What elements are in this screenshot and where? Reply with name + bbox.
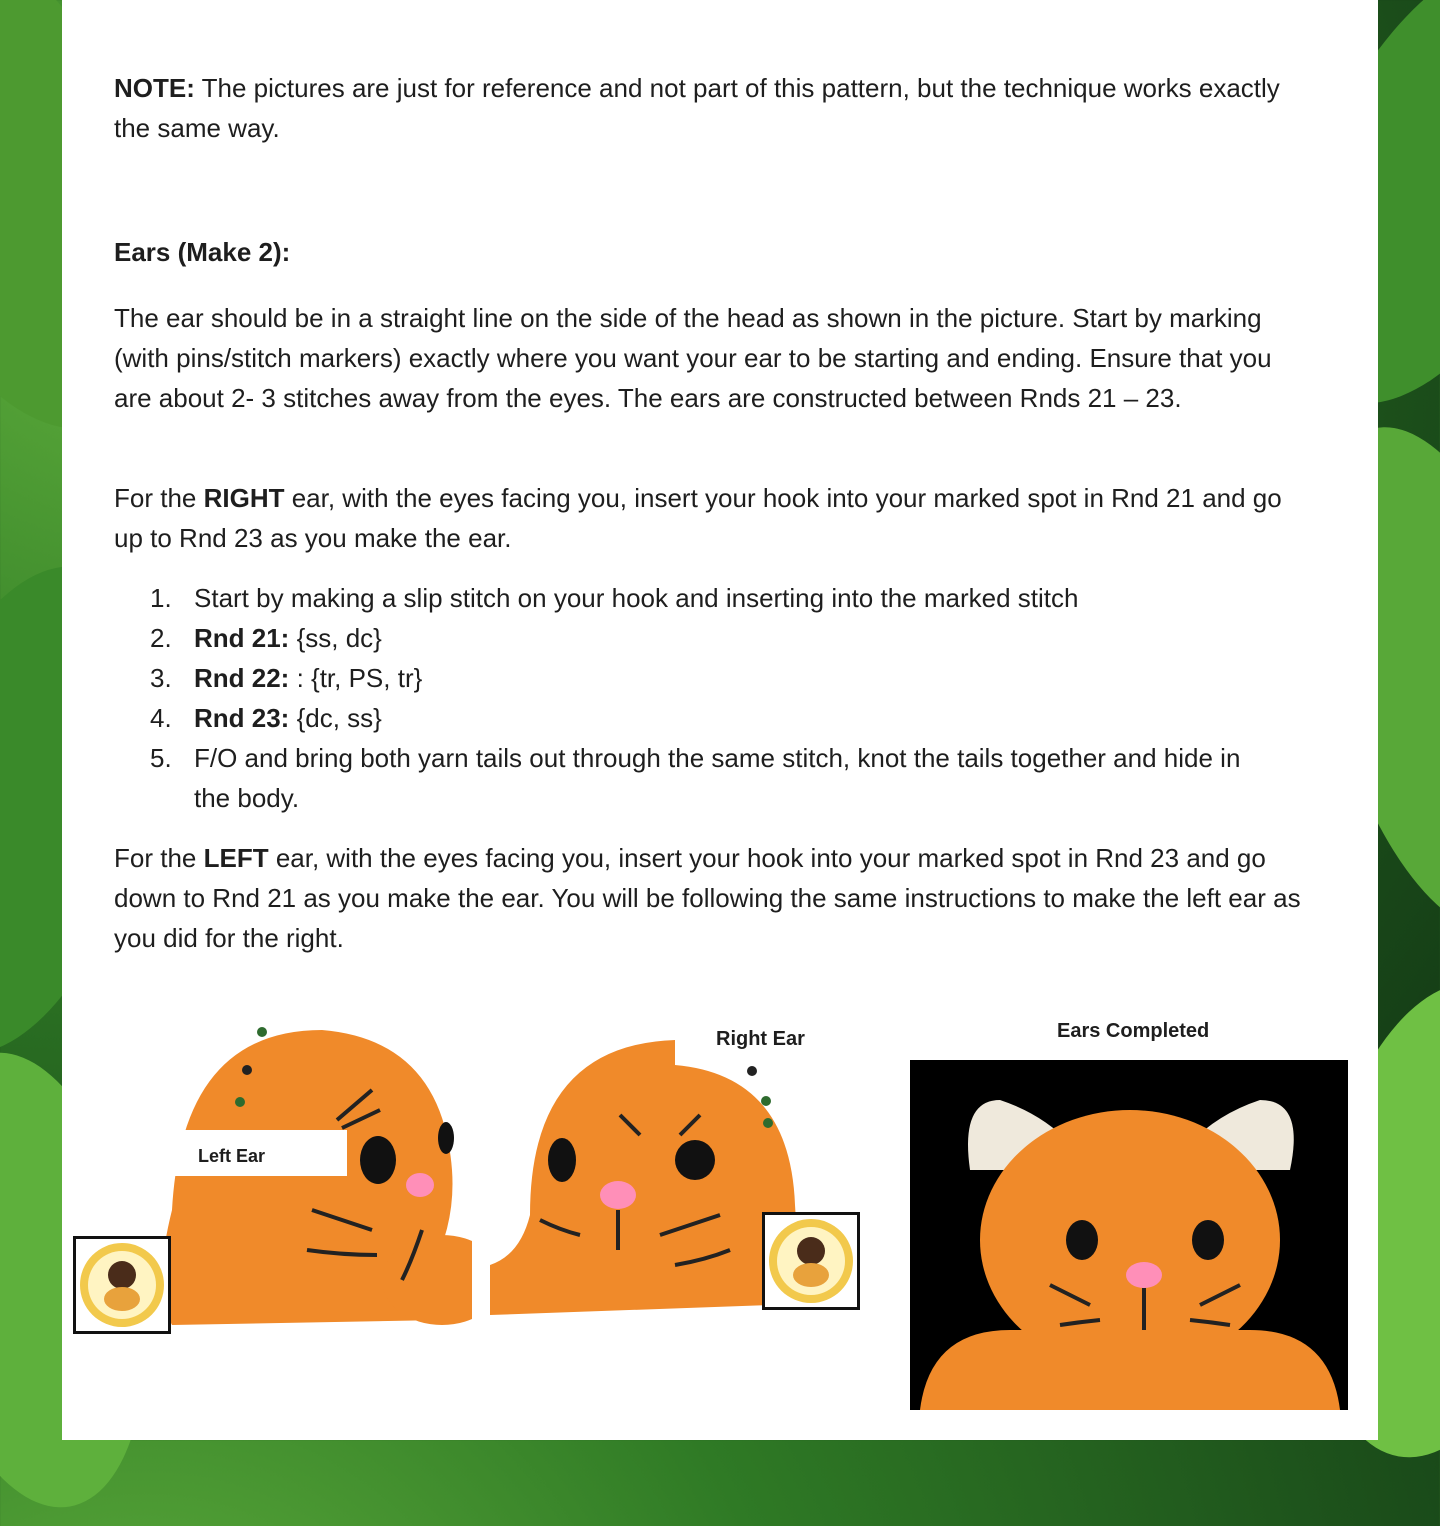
left-ear-bold: LEFT — [203, 843, 269, 873]
right-ear-paragraph — [114, 478, 1314, 558]
left-ear-text-post: ear, with the eyes facing you, insert your hook into your marked spot in Rnd 23 and go down to Rnd 21 as you make the ear. You will be following the same instructions to make the left ear as you did for the right. — [114, 843, 1301, 953]
ear-placement-paragraph: The ear should be in a straight line on the side of the head as shown in the picture. Start by marking (with pins/stitch markers) exactly where you want your ear to be starting and ending. Ensure that you are about 2- 3 stitches away from the eyes. The ears are constructed between Rnds 21 – 23. — [114, 303, 1272, 413]
step-bold: Rnd 21: — [194, 623, 290, 653]
step-text: Start by making a slip stitch on your hook and inserting into the marked stitch — [194, 583, 1079, 613]
step-item — [150, 618, 1280, 658]
left-ear-caption: Left Ear — [198, 1146, 266, 1166]
step-text: : {tr, PS, tr} — [289, 663, 423, 693]
note-paragraph — [114, 68, 1314, 148]
note-label: NOTE: — [114, 73, 195, 103]
step-item — [150, 658, 1280, 698]
right-ear-caption: Right Ear — [716, 1028, 805, 1050]
step-number: 1. — [150, 583, 172, 613]
step-item — [150, 578, 1280, 618]
logo-badge — [73, 1236, 171, 1334]
section-heading: Ears (Make 2): — [114, 237, 291, 267]
right-ear-text-pre: For the — [114, 483, 204, 513]
pattern-page — [62, 0, 1378, 1440]
step-number: 2. — [150, 623, 172, 653]
step-text: {dc, ss} — [289, 703, 382, 733]
instruction-steps-list — [150, 578, 1280, 818]
step-bold: Rnd 22: — [194, 663, 290, 693]
step-text: {ss, dc} — [289, 623, 382, 653]
left-ear-paragraph — [114, 838, 1314, 958]
left-ear-text-pre: For the — [114, 843, 204, 873]
step-text: F/O and bring both yarn tails out through the same stitch, knot the tails together and hide in the body. — [194, 743, 1241, 813]
step-item — [150, 698, 1280, 738]
step-number: 4. — [150, 703, 172, 733]
step-number: 3. — [150, 663, 172, 693]
step-item — [150, 738, 1280, 818]
step-bold: Rnd 23: — [194, 703, 290, 733]
logo-badge — [762, 1212, 860, 1310]
note-text: The pictures are just for reference and not part of this pattern, but the technique works exactly the same way. — [114, 73, 1280, 143]
ears-completed-photo — [910, 1060, 1348, 1410]
ears-completed-caption: Ears Completed — [1057, 1020, 1210, 1042]
step-number: 5. — [150, 743, 172, 773]
right-ear-text-post: ear, with the eyes facing you, insert your hook into your marked spot in Rnd 21 and go up to Rnd 23 as you make the ear. — [114, 483, 1282, 553]
right-ear-bold: RIGHT — [203, 483, 285, 513]
